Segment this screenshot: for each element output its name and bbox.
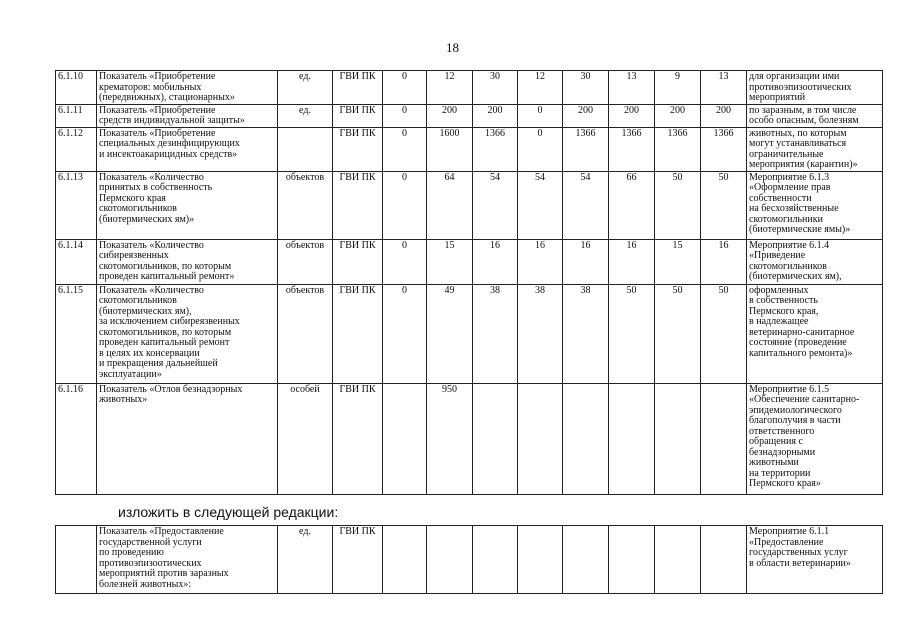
- indicator-value: [473, 526, 518, 594]
- indicator-name: Показатель «Отлов безнадзорных животных»: [97, 383, 278, 494]
- amendment-phrase: изложить в следующей редакции:: [118, 504, 339, 520]
- indicator-value: 0: [518, 127, 563, 171]
- table-row: [56, 127, 883, 171]
- indicator-code: 6.1.10: [56, 71, 97, 105]
- indicator-value: [383, 383, 427, 494]
- indicator-value: 1366: [473, 127, 518, 171]
- indicator-value: [427, 526, 473, 594]
- indicator-value: 54: [473, 171, 518, 239]
- indicator-value: 200: [563, 104, 609, 127]
- indicator-value: [518, 526, 563, 594]
- indicator-value: 16: [563, 239, 609, 284]
- indicator-note: Мероприятие 6.1.3 «Оформление прав собственности на бесхозяйственные скотомогильники (биотермические ямы)»: [747, 171, 883, 239]
- indicator-name: Показатель «Предоставление государственной услуги по проведению противоэпизоотических мероприятий против заразных болезней животных»:: [97, 526, 278, 594]
- indicator-note: оформленных в собственность Пермского края, в надлежащее ветеринарно-санитарное состояние (проведение капитального ремонта)»: [747, 284, 883, 383]
- indicator-value: 38: [473, 284, 518, 383]
- indicator-value: [473, 383, 518, 494]
- indicator-note: Мероприятие 6.1.5 «Обеспечение санитарно- эпидемиологического благополучия в части ответственного обращения с безнадзорными животными на территории Пермского края»: [747, 383, 883, 494]
- indicator-unit: объектов: [278, 171, 333, 239]
- indicator-unit: ед.: [278, 71, 333, 105]
- indicator-value: 16: [701, 239, 747, 284]
- new-wording-table: [55, 525, 883, 594]
- table-row: [56, 104, 883, 127]
- indicator-value: 50: [655, 284, 701, 383]
- indicator-value: [609, 383, 655, 494]
- indicator-unit: ед.: [278, 526, 333, 594]
- indicator-value: 54: [563, 171, 609, 239]
- indicator-value: 0: [383, 171, 427, 239]
- indicator-note: животных, по которым могут устанавливаться ограничительные мероприятия (карантин)»: [747, 127, 883, 171]
- indicator-responsible: ГВИ ПК: [333, 71, 383, 105]
- indicator-value: 38: [518, 284, 563, 383]
- indicator-value: 50: [701, 171, 747, 239]
- indicator-value: 1366: [701, 127, 747, 171]
- indicator-code: [56, 526, 97, 594]
- indicator-value: 200: [473, 104, 518, 127]
- indicator-value: 1366: [563, 127, 609, 171]
- indicator-name: Показатель «Количество сибиреязвенных скотомогильников, по которым проведен капитальный ремонт»: [97, 239, 278, 284]
- indicator-value: 950: [427, 383, 473, 494]
- indicator-code: 6.1.15: [56, 284, 97, 383]
- indicator-value: 49: [427, 284, 473, 383]
- indicator-value: 15: [427, 239, 473, 284]
- indicator-note: по заразным, в том числе особо опасным, болезням: [747, 104, 883, 127]
- indicator-value: [563, 383, 609, 494]
- indicator-code: 6.1.11: [56, 104, 97, 127]
- indicator-value: 0: [383, 284, 427, 383]
- indicator-value: 50: [701, 284, 747, 383]
- indicator-unit: [278, 127, 333, 171]
- indicator-unit: ед.: [278, 104, 333, 127]
- indicator-value: [563, 526, 609, 594]
- indicator-value: 9: [655, 71, 701, 105]
- indicator-responsible: ГВИ ПК: [333, 383, 383, 494]
- indicator-value: [383, 526, 427, 594]
- indicator-value: 13: [701, 71, 747, 105]
- indicator-value: 200: [701, 104, 747, 127]
- indicator-value: 30: [473, 71, 518, 105]
- indicator-value: 64: [427, 171, 473, 239]
- indicator-responsible: ГВИ ПК: [333, 127, 383, 171]
- indicator-code: 6.1.16: [56, 383, 97, 494]
- indicator-responsible: ГВИ ПК: [333, 284, 383, 383]
- indicator-value: [655, 526, 701, 594]
- indicator-responsible: ГВИ ПК: [333, 171, 383, 239]
- indicator-value: 50: [609, 284, 655, 383]
- indicator-value: 16: [518, 239, 563, 284]
- indicator-note: для организации ими противоэпизоотических мероприятий: [747, 71, 883, 105]
- indicator-value: [518, 383, 563, 494]
- table-row: [56, 239, 883, 284]
- indicator-value: 0: [383, 71, 427, 105]
- indicator-value: 38: [563, 284, 609, 383]
- indicator-name: Показатель «Приобретение специальных дезинфицирующих и инсектоакарицидных средств»: [97, 127, 278, 171]
- table-row: [56, 526, 883, 594]
- indicator-value: 1366: [655, 127, 701, 171]
- indicator-value: 50: [655, 171, 701, 239]
- table-row: [56, 71, 883, 105]
- indicator-note: Мероприятие 6.1.4 «Приведение скотомогильников (биотермических ям),: [747, 239, 883, 284]
- indicator-unit: особей: [278, 383, 333, 494]
- indicator-value: 0: [383, 127, 427, 171]
- indicator-unit: объектов: [278, 239, 333, 284]
- indicator-value: 15: [655, 239, 701, 284]
- indicator-note: Мероприятие 6.1.1 «Предоставление государственных услуг в области ветеринарии»: [747, 526, 883, 594]
- indicator-value: [701, 526, 747, 594]
- indicator-name: Показатель «Приобретение средств индивидуальной защиты»: [97, 104, 278, 127]
- indicator-value: 12: [518, 71, 563, 105]
- indicator-value: 200: [427, 104, 473, 127]
- indicator-value: [609, 526, 655, 594]
- indicator-value: 30: [563, 71, 609, 105]
- indicator-code: 6.1.13: [56, 171, 97, 239]
- indicator-code: 6.1.12: [56, 127, 97, 171]
- indicator-value: 66: [609, 171, 655, 239]
- indicator-responsible: ГВИ ПК: [333, 104, 383, 127]
- indicator-value: 0: [518, 104, 563, 127]
- indicator-value: 200: [609, 104, 655, 127]
- indicator-value: 16: [473, 239, 518, 284]
- indicator-value: 16: [609, 239, 655, 284]
- page-number: 18: [446, 40, 459, 55]
- indicator-responsible: ГВИ ПК: [333, 239, 383, 284]
- indicator-value: 1366: [609, 127, 655, 171]
- indicators-table: [55, 70, 883, 495]
- table-row: [56, 171, 883, 239]
- indicator-name: Показатель «Приобретение крематоров: мобильных (передвижных), стационарных»: [97, 71, 278, 105]
- indicator-code: 6.1.14: [56, 239, 97, 284]
- indicator-name: Показатель «Количество скотомогильников (биотермических ям), за исключением сибиреязвенных скотомогильников, по которым проведен капитальный ремонт в целях их консервации и прекращения дальнейшей эксплуатации»: [97, 284, 278, 383]
- indicator-unit: объектов: [278, 284, 333, 383]
- indicator-value: 1600: [427, 127, 473, 171]
- indicator-value: [655, 383, 701, 494]
- indicator-value: 0: [383, 104, 427, 127]
- indicator-responsible: ГВИ ПК: [333, 526, 383, 594]
- indicator-value: 13: [609, 71, 655, 105]
- table-row: [56, 284, 883, 383]
- indicator-value: 54: [518, 171, 563, 239]
- indicator-value: 200: [655, 104, 701, 127]
- indicator-name: Показатель «Количество принятых в собственность Пермского края скотомогильников (биотермических ям)»: [97, 171, 278, 239]
- indicator-value: [701, 383, 747, 494]
- indicator-value: 0: [383, 239, 427, 284]
- table-row: [56, 383, 883, 494]
- indicator-value: 12: [427, 71, 473, 105]
